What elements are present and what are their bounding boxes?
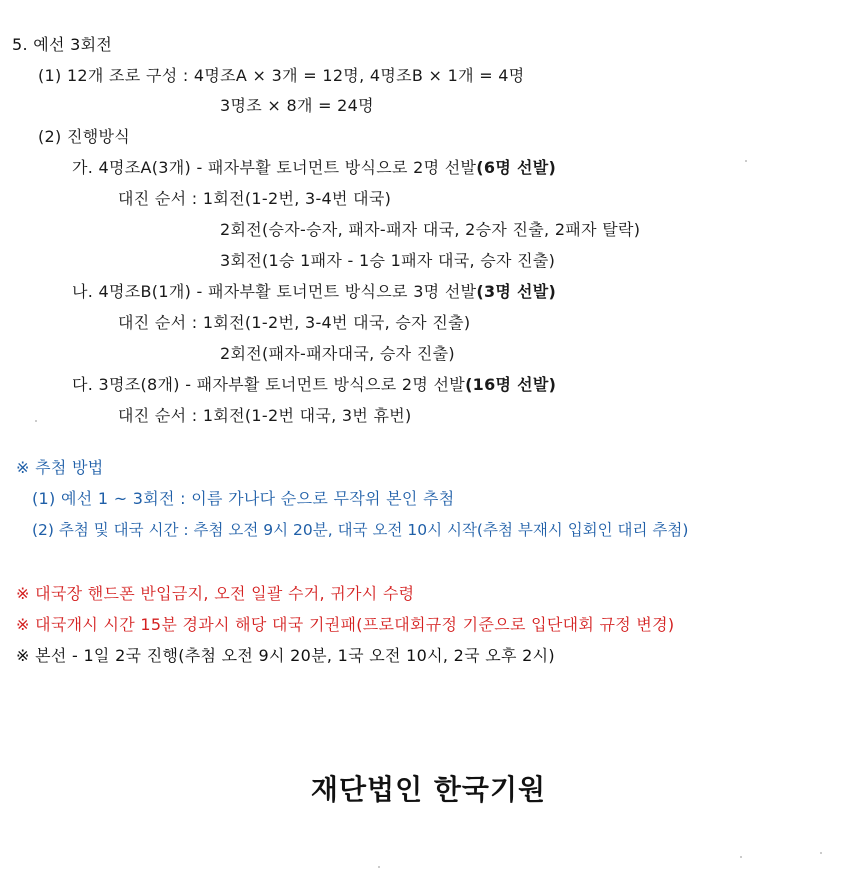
da-text: 다. 3명조(8개) - 패자부활 토너먼트 방식으로 2명 선발 — [72, 375, 466, 394]
na-line — [72, 282, 556, 302]
item-1-line-1: (1) 12개 조로 구성 : 4명조A × 3개 = 12명, 4명조B × 1개 = 4명 — [38, 66, 525, 85]
na-order-2: 2회전(패자-패자대국, 승자 진출) — [220, 344, 455, 363]
lottery-item-2: (2) 추첨 및 대국 시간 : 추첨 오전 9시 20분, 대국 오전 10시 시작(추첨 부재시 입회인 대리 추첨) — [32, 521, 689, 539]
note-main-round: ※ 본선 - 1일 2국 진행(추첨 오전 9시 20분, 1국 오전 10시, 2국 오후 2시) — [16, 646, 555, 665]
item-2-title: (2) 진행방식 — [38, 127, 130, 146]
ga-line — [72, 158, 556, 178]
da-order-1: 대진 순서 : 1회전(1-2번 대국, 3번 휴번) — [118, 406, 412, 425]
da-line — [72, 375, 556, 395]
da-bold: (16명 선발) — [465, 375, 557, 394]
scan-dot — [745, 160, 747, 162]
section-5-title: 5. 예선 3회전 — [12, 35, 113, 54]
lottery-title: ※ 추첨 방법 — [16, 458, 104, 477]
ga-text: 가. 4명조A(3개) - 패자부활 토너먼트 방식으로 2명 선발 — [72, 158, 477, 177]
item-1-line-2: 3명조 × 8개 = 24명 — [220, 96, 374, 115]
na-text: 나. 4명조B(1개) - 패자부활 토너먼트 방식으로 3명 선발 — [72, 282, 477, 301]
ga-bold: (6명 선발) — [476, 158, 557, 177]
scan-dot — [820, 852, 822, 854]
note-phone: ※ 대국장 핸드폰 반입금지, 오전 일괄 수거, 귀가시 수령 — [16, 584, 415, 603]
lottery-item-1: (1) 예선 1 ~ 3회전 : 이름 가나다 순으로 무작위 본인 추첨 — [32, 489, 455, 508]
note-forfeit: ※ 대국개시 시간 15분 경과시 해당 대국 기권패(프로대회규정 기준으로 입단대회 규정 변경) — [16, 615, 675, 634]
na-bold: (3명 선발) — [476, 282, 557, 301]
ga-order-3: 3회전(1승 1패자 - 1승 1패자 대국, 승자 진출) — [220, 251, 556, 270]
footer-org-name: 재단법인 한국기원 — [310, 773, 547, 806]
ga-order-1: 대진 순서 : 1회전(1-2번, 3-4번 대국) — [118, 189, 392, 208]
scan-dot — [378, 866, 380, 868]
scan-dot — [740, 856, 742, 858]
na-order-1: 대진 순서 : 1회전(1-2번, 3-4번 대국, 승자 진출) — [118, 313, 471, 332]
ga-order-2: 2회전(승자-승자, 패자-패자 대국, 2승자 진출, 2패자 탈락) — [220, 220, 641, 239]
scan-dot — [35, 420, 37, 422]
